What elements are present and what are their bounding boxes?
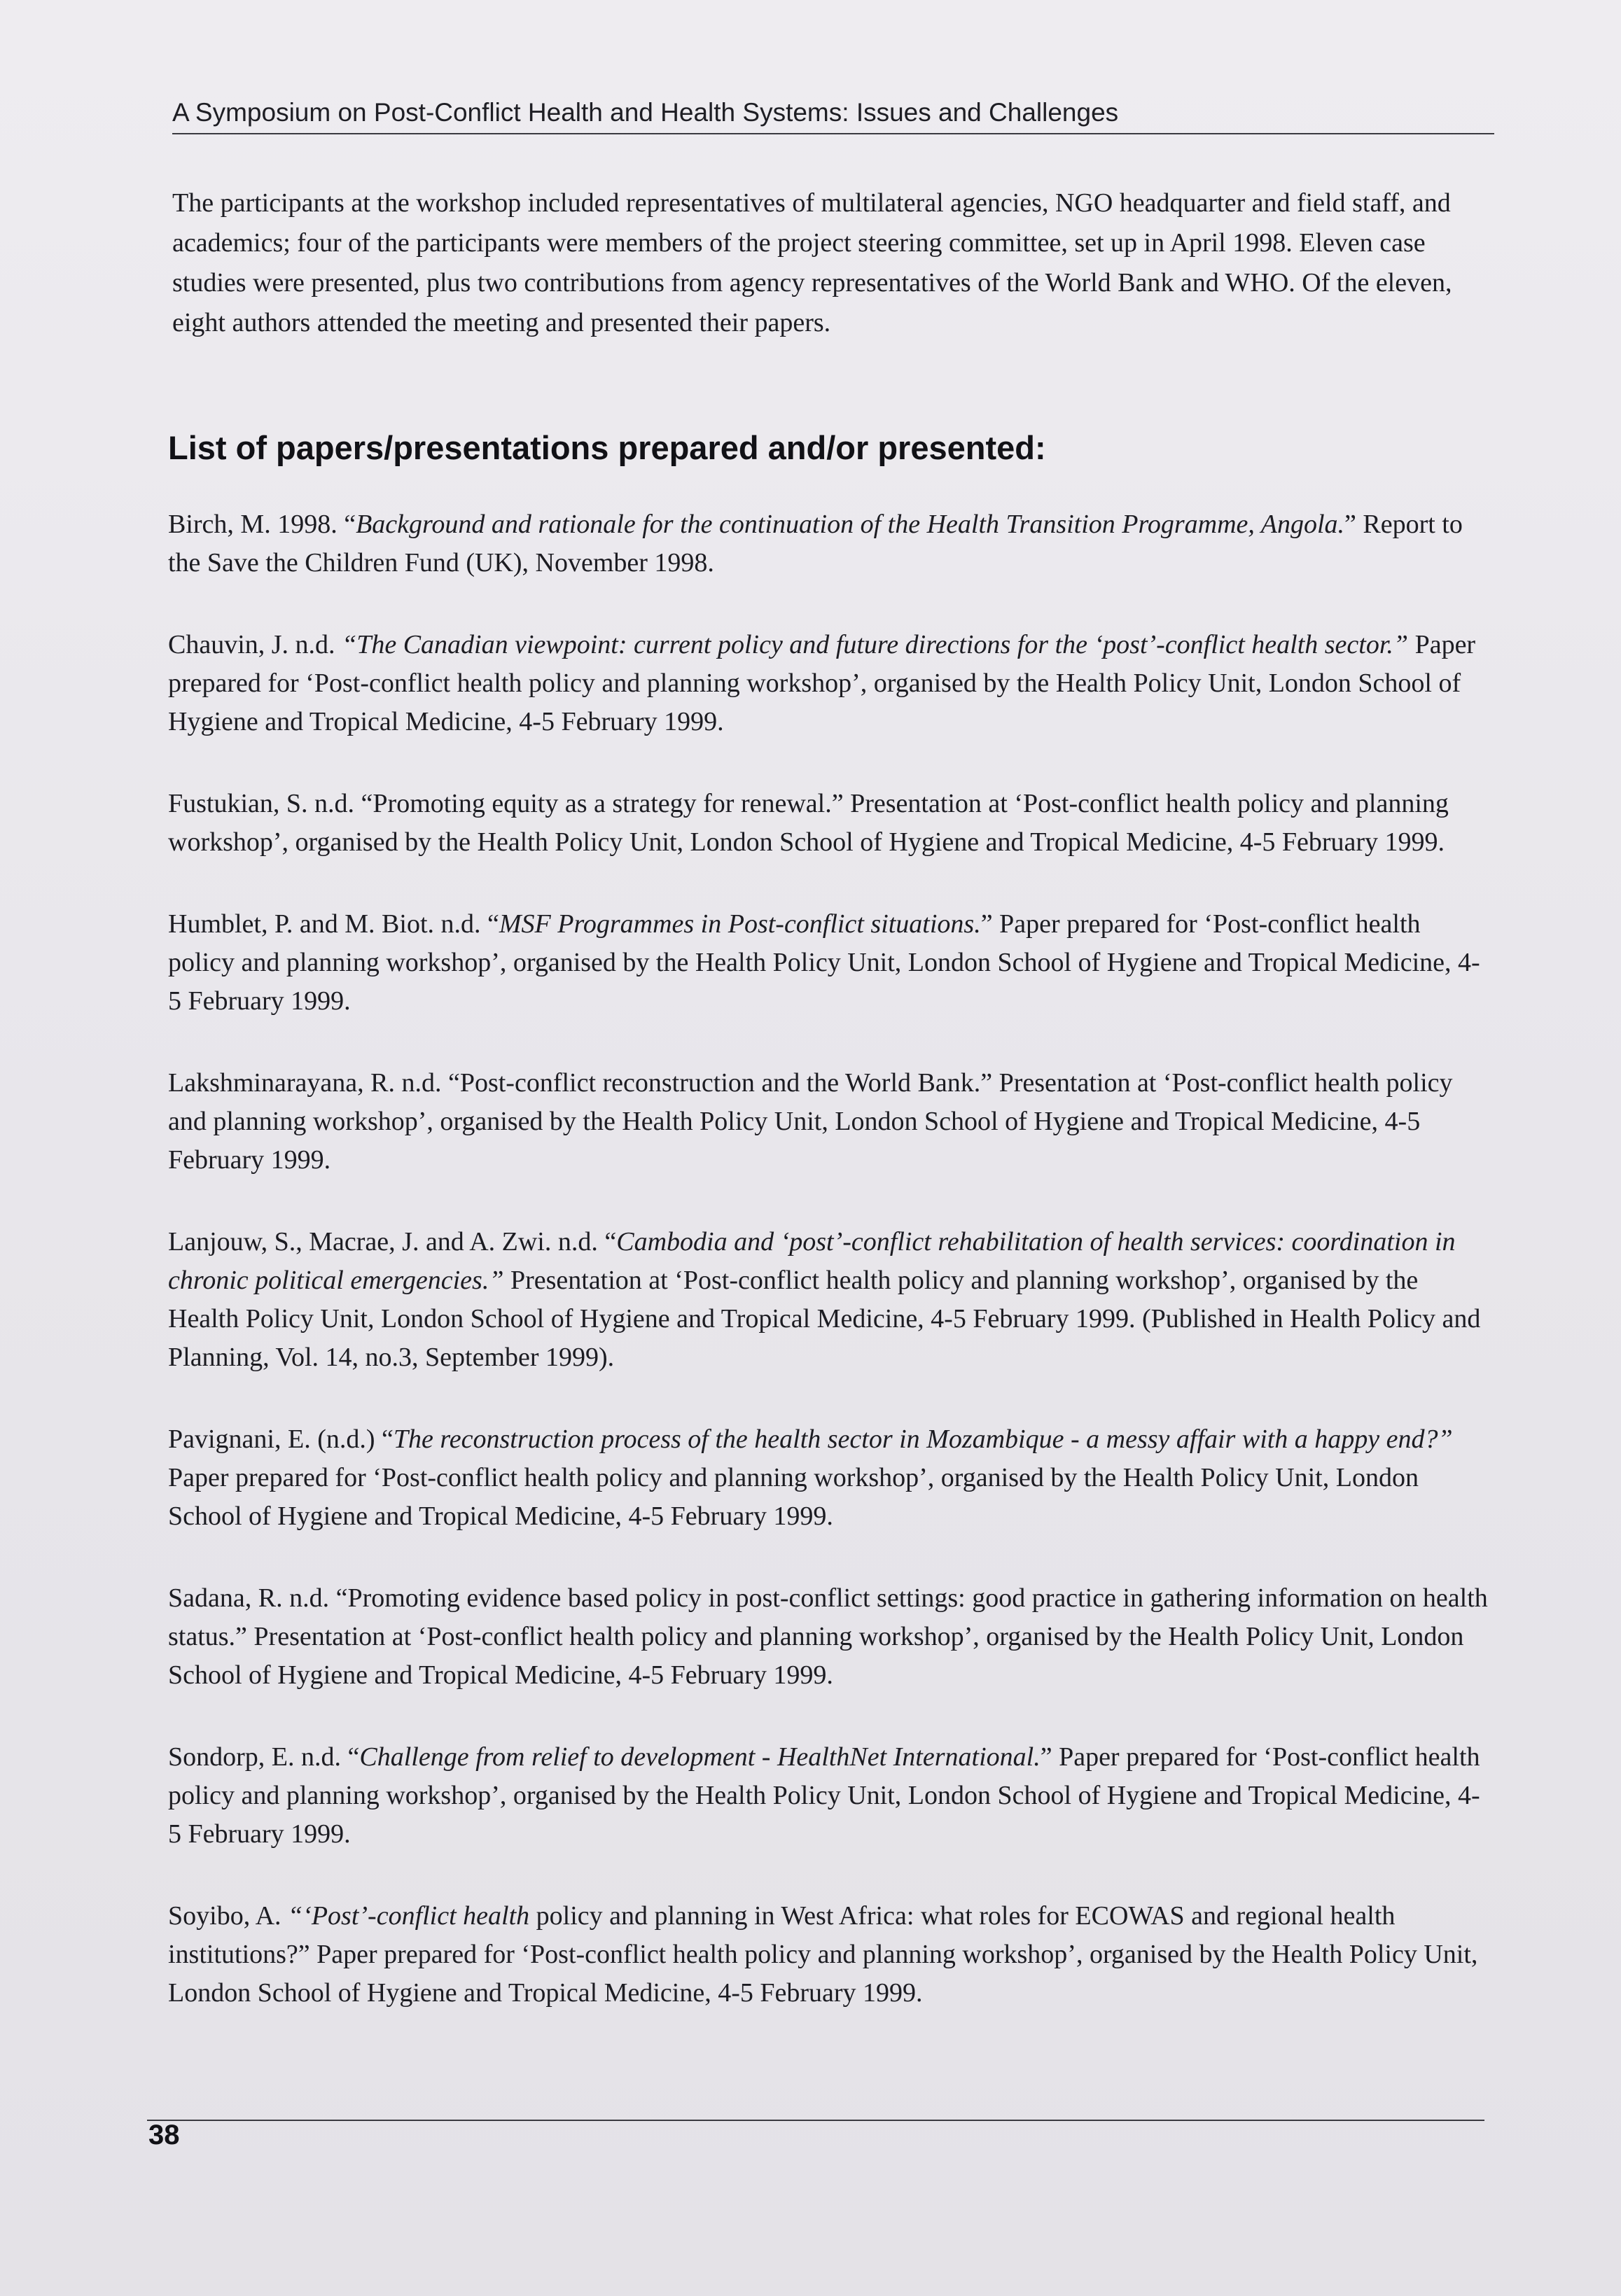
reference-item bbox=[168, 905, 1490, 1021]
reference-title: Background and rationale for the continuation of the Health Transition Programme, Angola. bbox=[356, 510, 1344, 539]
reference-text: ” Paper prepared for ‘Post-conflict health policy and planning workshop’, organised by the Health Policy Unit, London School of Hygiene and Tropical Medicine, 4-5 February 1999. bbox=[168, 909, 1480, 1016]
reference-text: ” Report to the Save the Children Fund (UK), November 1998. bbox=[168, 510, 1463, 578]
reference-text: Chauvin, J. n.d. bbox=[168, 630, 342, 659]
reference-item bbox=[168, 626, 1490, 741]
reference-text: Sondorp, E. n.d. “ bbox=[168, 1742, 360, 1772]
reference-title: “‘Post’-conflict health bbox=[288, 1901, 530, 1931]
reference-item bbox=[168, 505, 1490, 582]
reference-title: The reconstruction process of the health sector in Mozambique - a messy affair with a happy end?” bbox=[393, 1424, 1453, 1454]
reference-text: Fustukian, S. n.d. “Promoting equity as a strategy for renewal.” Presentation at ‘Post-conflict health policy and planning workshop’, organised by the Health Policy Unit, London School of Hygiene and Tropical Medicine, 4-5 February 1999. bbox=[168, 789, 1449, 857]
reference-item bbox=[168, 1579, 1490, 1695]
reference-title: MSF Programmes in Post-conflict situations. bbox=[499, 909, 981, 939]
reference-text: Birch, M. 1998. “ bbox=[168, 510, 356, 539]
section-heading: List of papers/presentations prepared and/or presented: bbox=[168, 429, 1046, 466]
page-number: 38 bbox=[148, 2120, 180, 2150]
reference-text: Paper prepared for ‘Post-conflict health policy and planning workshop’, organised by the Health Policy Unit, London School of Hygiene and Tropical Medicine, 4-5 February 1999. bbox=[168, 630, 1476, 736]
reference-text: policy and planning in West Africa: what roles for ECOWAS and regional health institutions?” Paper prepared for ‘Post-conflict health policy and planning workshop’, organised by the Health Policy Unit, London School of Hygiene and Tropical Medicine, 4-5 February 1999. bbox=[168, 1901, 1478, 2008]
reference-text: Sadana, R. n.d. “Promoting evidence based policy in post-conflict settings: good practice in gathering information on health status.” Presentation at ‘Post-conflict health policy and planning workshop’, organised by the Health Policy Unit, London School of Hygiene and Tropical Medicine, 4-5 February 1999. bbox=[168, 1583, 1488, 1690]
reference-item bbox=[168, 1064, 1490, 1180]
reference-item bbox=[168, 785, 1490, 862]
reference-text: Lakshminarayana, R. n.d. “Post-conflict reconstruction and the World Bank.” Presentation at ‘Post-conflict health policy and planning workshop’, organised by the Health Policy Unit, London School of Hygiene and Tropical Medicine, 4-5 February 1999. bbox=[168, 1068, 1453, 1175]
reference-item bbox=[168, 1738, 1490, 1854]
reference-text: Pavignani, E. (n.d.) “ bbox=[168, 1424, 394, 1454]
reference-list bbox=[168, 505, 1490, 2056]
reference-text: Soyibo, A. bbox=[168, 1901, 288, 1931]
reference-text: ” Paper prepared for ‘Post-conflict health policy and planning workshop’, organised by the Health Policy Unit, London School of Hygiene and Tropical Medicine, 4-5 February 1999. bbox=[168, 1742, 1480, 1849]
reference-text: Paper prepared for ‘Post-conflict health policy and planning workshop’, organised by the Health Policy Unit, London School of Hygiene and Tropical Medicine, 4-5 February 1999. bbox=[168, 1463, 1419, 1531]
reference-text: Humblet, P. and M. Biot. n.d. “ bbox=[168, 909, 499, 939]
reference-item bbox=[168, 1223, 1490, 1377]
reference-text: Lanjouw, S., Macrae, J. and A. Zwi. n.d. “ bbox=[168, 1227, 617, 1256]
reference-item bbox=[168, 1897, 1490, 2012]
footer-rule bbox=[147, 2120, 1484, 2121]
reference-title: Challenge from relief to development - HealthNet International. bbox=[359, 1742, 1041, 1772]
reference-item bbox=[168, 1420, 1490, 1536]
running-header: A Symposium on Post-Conflict Health and Health Systems: Issues and Challenges bbox=[172, 98, 1494, 134]
reference-text: Presentation at ‘Post-conflict health policy and planning workshop’, organised by the Health Policy Unit, London School of Hygiene and Tropical Medicine, 4-5 February 1999. (Published in Health Policy and Planning, Vol. 14, no.3, September 1999). bbox=[168, 1266, 1481, 1372]
intro-paragraph: The participants at the workshop included representatives of multilateral agencies, NGO headquarter and field staff, and academics; four of the participants were members of the project steering committee, set up in April 1998. Eleven case studies were presented, plus two contributions from agency representatives of the World Bank and WHO. Of the eleven, eight authors attended the meeting and presented their papers. bbox=[172, 188, 1452, 337]
reference-title: “The Canadian viewpoint: current policy and future directions for the ‘post’-conflict health sector.” bbox=[342, 630, 1409, 659]
reference-title: Cambodia and ‘post’-conflict rehabilitation of health services: coordination in chronic political emergencies.” bbox=[168, 1227, 1456, 1295]
